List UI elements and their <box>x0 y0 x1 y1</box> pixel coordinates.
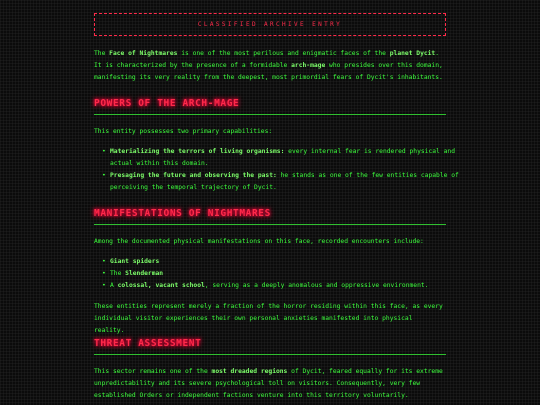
threat-text-2: of Dycit, feared equally for its extreme unpredictability and its severe psychological toll on visitors. Consequently, very few established Orders or independent factions venture into this territory voluntarily. <box>94 368 443 399</box>
manifestations-closing: These entities represent merely a fraction of the horror residing within this face, as every individual visitor experiences their own personal anxieties manifested into physical reality. <box>94 303 443 334</box>
section-divider <box>94 114 446 115</box>
section-divider <box>94 354 446 355</box>
list-item <box>110 146 462 170</box>
power-desc: he stands as one of the few entities capable of perceiving the temporal trajectory of Dycit. <box>110 172 459 191</box>
intro-text-4: who presides over this domain, manifesting its very reality from the deepest, most primordial fears of Dycit's inhabitants. <box>94 62 443 81</box>
section-divider <box>94 224 446 225</box>
list-item <box>110 170 462 194</box>
power-desc: every internal fear is rendered physical and actual within this domain. <box>110 148 455 167</box>
list-item <box>110 256 462 268</box>
threat-paragraph <box>94 366 446 402</box>
intro-bold-1: Face of Nightmares <box>109 50 178 57</box>
threat-text-1: This sector remains one of the <box>94 368 212 375</box>
manifestations-list <box>94 256 462 292</box>
manifestation-text: , serving as a deeply anomalous and oppressive environment. <box>204 282 429 289</box>
intro-text-1: The <box>94 50 110 57</box>
manifestation-bold: colossal, vacant school <box>117 282 205 289</box>
manifestation-text: A <box>110 282 118 289</box>
intro-paragraph <box>94 48 446 84</box>
classified-banner <box>94 13 446 36</box>
section-heading-powers: POWERS OF THE ARCH-MAGE <box>94 98 240 109</box>
section-heading-manifestations: MANIFESTATIONS OF NIGHTMARES <box>94 208 271 219</box>
section-heading-threat: THREAT ASSESSMENT <box>94 338 202 349</box>
list-item <box>110 280 462 292</box>
list-item <box>110 268 462 280</box>
intro-text-2: is one of the most perilous and enigmatic faces of the <box>177 50 390 57</box>
banner-title: CLASSIFIED ARCHIVE ENTRY <box>197 21 343 28</box>
intro-bold-2: planet Dycit <box>389 50 436 57</box>
manifestation-bold: Giant spiders <box>110 258 160 265</box>
intro-bold-3: arch-mage <box>291 62 326 69</box>
intro-text-3: . It is characterized by the presence of a formidable <box>94 50 440 69</box>
threat-bold: most dreaded regions <box>211 368 288 375</box>
manifestations-lead: Among the documented physical manifestations on this face, recorded encounters include: <box>94 238 424 245</box>
powers-list <box>94 146 462 194</box>
manifestation-text: The <box>110 270 126 277</box>
power-title: Presaging the future and observing the past: <box>110 172 277 179</box>
manifestation-bold: Slenderman <box>125 270 164 277</box>
powers-lead: This entity possesses two primary capabilities: <box>94 128 273 135</box>
power-title: Materializing the terrors of living organisms: <box>110 148 285 155</box>
